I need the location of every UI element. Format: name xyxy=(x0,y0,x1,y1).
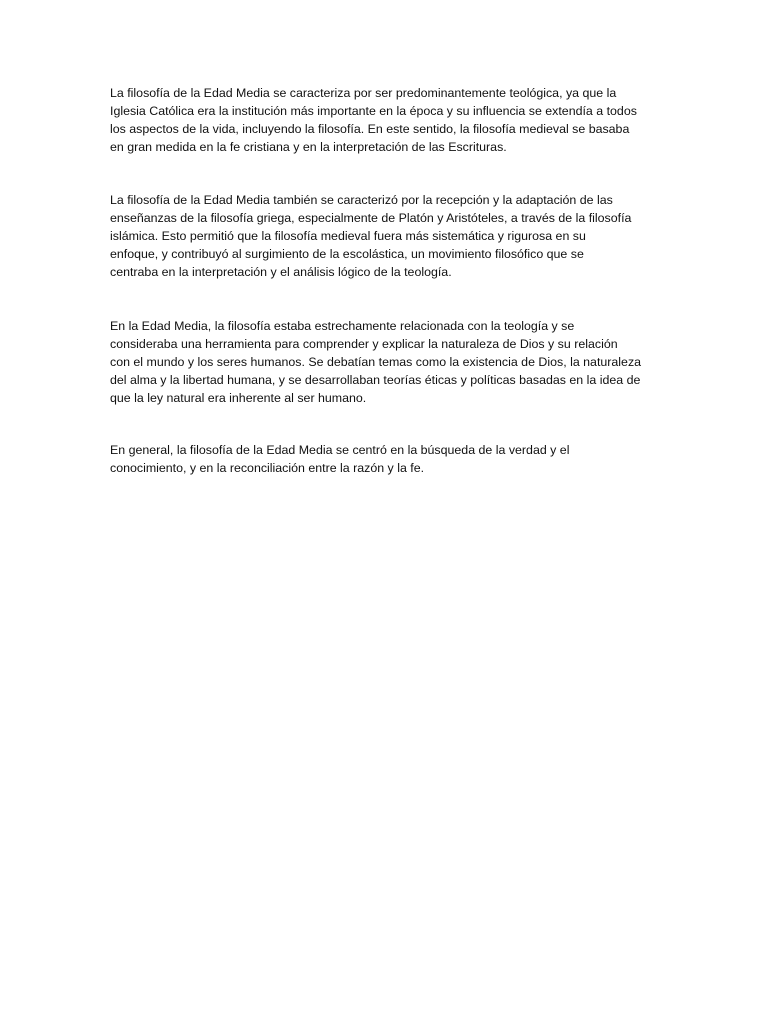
paragraph-1: La filosofía de la Edad Media se caracteriza por ser predominantemente teológica, ya que la Iglesia Católica era la institución más importante en la época y su influencia se extendía a todos los aspectos de la vida, incluyendo la filosofía. En este sentido, la filosofía medieval se basaba en gran medida en la fe cristiana y en la interpretación de las Escrituras. xyxy=(110,86,637,154)
paragraph-3: En la Edad Media, la filosofía estaba estrechamente relacionada con la teología y se consideraba una herramienta para comprender y explicar la naturaleza de Dios y su relación con el mundo y los seres humanos. Se debatían temas como la existencia de Dios, la naturaleza del alma y la libertad humana, y se desarrollaban teorías éticas y políticas basadas en la idea de que la ley natural era inherente al ser humano. xyxy=(110,319,642,405)
paragraph-2: La filosofía de la Edad Media también se caracterizó por la recepción y la adaptación de las enseñanzas de la filosofía griega, especialmente de Platón y Aristóteles, a través de la filosofía islámica. Esto permitió que la filosofía medieval fuera más sistemática y rigurosa en su enfoque, y contribuyó al surgimiento de la escolástica, un movimiento filosófico que se centraba en la interpretación y el análisis lógico de la teología. xyxy=(110,193,632,279)
paragraph-4: En general, la filosofía de la Edad Media se centró en la búsqueda de la verdad y el conocimiento, y en la reconciliación entre la razón y la fe. xyxy=(110,443,570,475)
